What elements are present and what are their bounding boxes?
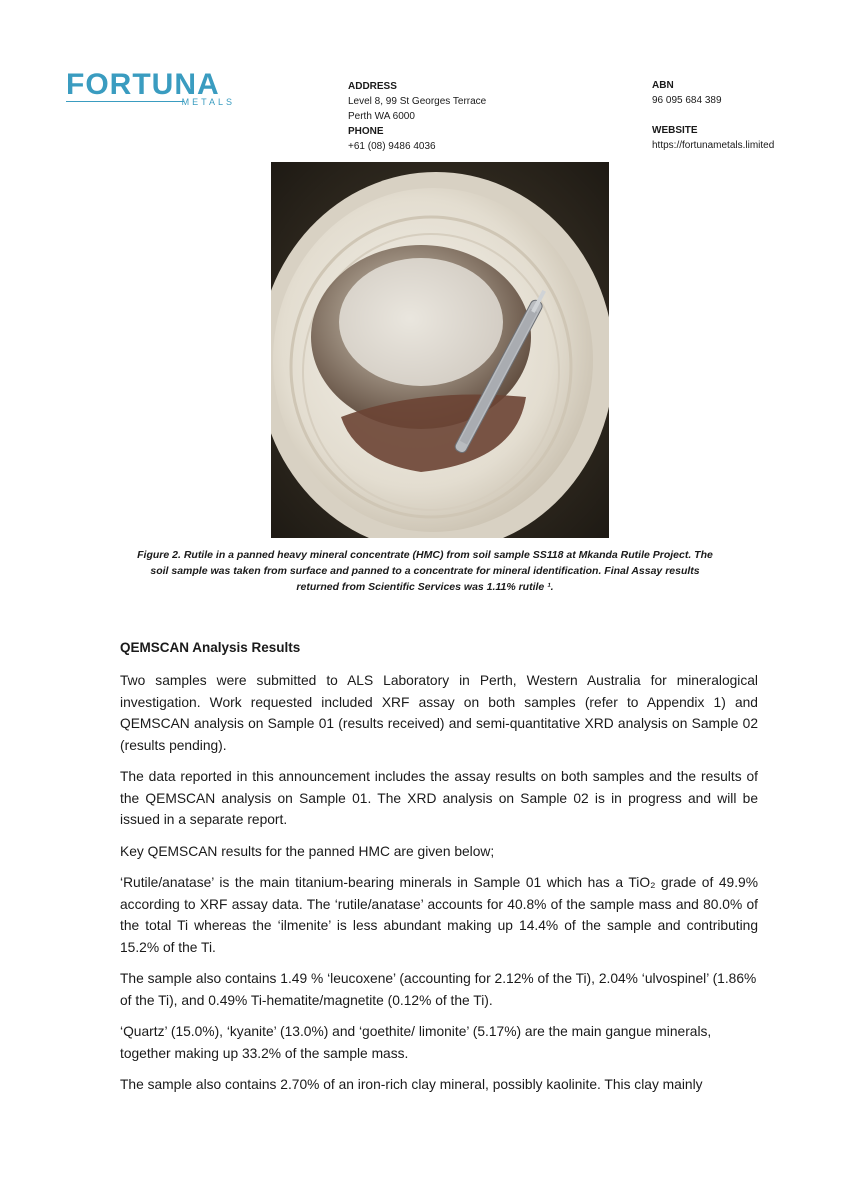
caption-line: soil sample was taken from surface and panned to a concentrate for mineral identification. Final Assay results	[150, 565, 700, 577]
logo-wordmark: FORTUNA	[66, 68, 220, 101]
paragraph: The data reported in this announcement includes the assay results on both samples and the results of the QEMSCAN analysis on Sample 01. The XRD analysis on Sample 02 is in progress and will be issued in a separate report.	[120, 769, 758, 827]
paragraph: The sample also contains 2.70% of an iron-rich clay mineral, possibly kaolinite. This clay mainly	[120, 1077, 703, 1092]
paragraph: Key QEMSCAN results for the panned HMC are given below;	[120, 843, 495, 859]
logo-subtitle: METALS	[181, 97, 235, 107]
company-logo	[66, 70, 241, 110]
abn-label: ABN	[652, 80, 674, 91]
phone-number: +61 (08) 9486 4036	[348, 141, 436, 152]
phone-label: PHONE	[348, 126, 384, 137]
paragraph: ‘Quartz’ (15.0%), ‘kyanite’ (13.0%) and ‘goethite/ limonite’ (5.17%) are the main gangue minerals, together making up 33.2% of the sample mass.	[120, 1024, 712, 1061]
website-label: WEBSITE	[652, 125, 698, 136]
paragraph: ‘Rutile/anatase’ is the main titanium-bearing minerals in Sample 01 which has a TiO₂ grade of 49.9% according to XRF assay data. The ‘rutile/anatase’ accounts for 40.8% of the sample mass and 80.0% of the total Ti whereas the ‘ilmenite’ is less abundant making up 14.4% of the sample and contributing 15.2% of the Ti.	[120, 875, 758, 955]
abn-number: 96 095 684 389	[652, 95, 722, 106]
abn-block	[652, 78, 774, 153]
paragraph: Two samples were submitted to ALS Laboratory in Perth, Western Australia for mineralogical investigation. Work requested included XRF assay on both samples (refer to Appendix 1) and QEMSCAN analysis on Sample 01 (results received) and semi-quantitative XRD analysis on Sample 02 (results pending).	[120, 673, 758, 753]
figure-photo	[271, 162, 609, 538]
address-block	[348, 79, 486, 154]
logo-underline	[66, 101, 184, 102]
address-line-2: Perth WA 6000	[348, 111, 415, 122]
address-line-1: Level 8, 99 St Georges Terrace	[348, 96, 487, 107]
website-url: https://fortunametals.limited	[652, 140, 775, 151]
body-text	[120, 670, 758, 1106]
panned-concentrate-illustration	[271, 162, 609, 538]
paragraph: The sample also contains 1.49 % ‘leucoxene’ (accounting for 2.12% of the Ti), 2.04% ‘ulvospinel’ (1.86% of the Ti), and 0.49% Ti-hematite/magnetite (0.12% of the Ti).	[120, 971, 757, 1008]
address-label: ADDRESS	[348, 81, 397, 92]
caption-line: Figure 2. Rutile in a panned heavy mineral concentrate (HMC) from soil sample SS118 at Mkanda Rutile Project. The	[137, 549, 713, 561]
section-heading: QEMSCAN Analysis Results	[120, 640, 301, 655]
caption-line: returned from Scientific Services was 1.11% rutile ¹.	[296, 581, 554, 593]
figure-caption	[115, 547, 735, 595]
